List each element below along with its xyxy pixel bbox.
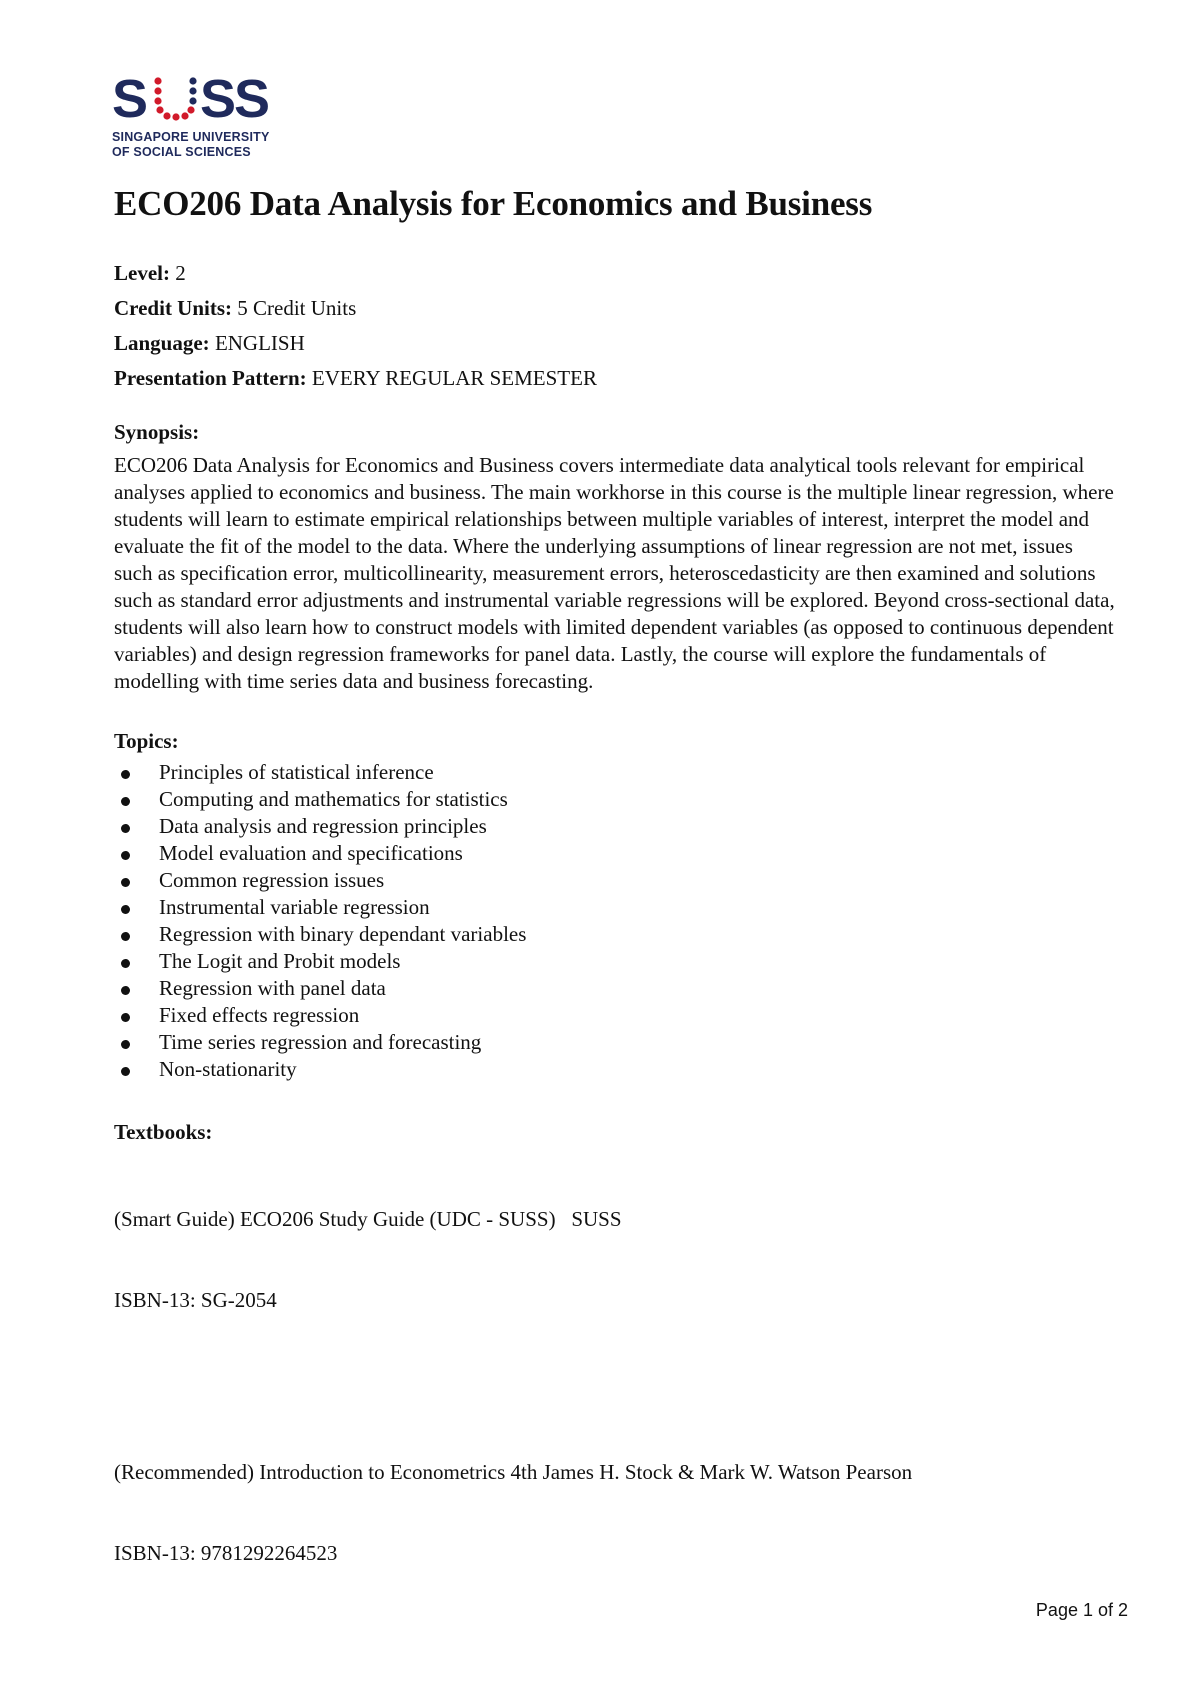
textbooks-heading: Textbooks: [114,1120,213,1144]
textbook-title: (Smart Guide) ECO206 Study Guide (UDC - SUSS) SUSS [114,1207,622,1231]
detail-label: Presentation Pattern: [114,366,307,390]
topic-item: Data analysis and regression principles [114,813,1114,840]
topic-item: Regression with panel data [114,975,1114,1002]
detail-label: Language: [114,331,210,355]
textbook-isbn: ISBN-13: 9781292264523 [114,1541,338,1565]
logo-subtitle-line1: SINGAPORE UNIVERSITY [112,130,270,144]
detail-label: Credit Units: [114,296,233,320]
document-content [114,180,1114,1621]
topics-section [114,727,1114,1083]
topic-item: Computing and mathematics for statistics [114,786,1114,813]
topic-item: Model evaluation and specifications [114,840,1114,867]
textbook-title: (Recommended) Introduction to Econometrics 4th James H. Stock & Mark W. Watson Pearson [114,1460,913,1484]
topic-item: Time series regression and forecasting [114,1029,1114,1056]
synopsis-section [114,418,1114,695]
detail-level [114,256,1114,291]
suss-wordmark [112,72,272,124]
detail-language [114,326,1114,361]
detail-presentation-pattern [114,361,1114,396]
detail-value: ENGLISH [214,331,305,355]
textbook-entry [114,1152,1114,1368]
topic-item: Regression with binary dependant variables [114,921,1114,948]
logo-subtitle-line2: OF SOCIAL SCIENCES [112,145,251,159]
detail-value: EVERY REGULAR SEMESTER [311,366,597,390]
topic-item: The Logit and Probit models [114,948,1114,975]
textbook-isbn: ISBN-13: SG-2054 [114,1288,277,1312]
svg-text:S: S [200,72,237,124]
detail-label: Level: [114,261,170,285]
textbooks-section [114,1118,1114,1621]
course-details [114,256,1114,396]
logo-subtitle [112,130,292,160]
suss-logo [112,72,292,160]
detail-value: 2 [175,261,186,285]
topic-item: Fixed effects regression [114,1002,1114,1029]
course-title: ECO206 Data Analysis for Economics and Business [114,184,873,223]
page-number: Page 1 of 2 [1035,1600,1128,1620]
topic-item: Instrumental variable regression [114,894,1114,921]
topic-item: Principles of statistical inference [114,759,1114,786]
detail-credit-units [114,291,1114,326]
svg-text:S: S [234,72,271,124]
topics-list [114,759,1114,1083]
textbook-entry [114,1405,1114,1621]
svg-text:S: S [112,72,149,124]
topic-item: Common regression issues [114,867,1114,894]
logo-dotted-u [154,77,196,120]
detail-value: 5 Credit Units [237,296,357,320]
topic-item: Non-stationarity [114,1056,1114,1083]
topics-heading: Topics: [114,729,179,753]
synopsis-heading: Synopsis: [114,420,200,444]
synopsis-text: ECO206 Data Analysis for Economics and Business covers intermediate data analytical tools relevant for empirical analyses applied to economics and business. The main workhorse in this course is the multiple linear regression, where students will learn to estimate empirical relationships between multiple variables of interest, interpret the model and evaluate the fit of the model to the data. Where the underlying assumptions of linear regression are not met, issues such as specification error, multicollinearity, measurement errors, heteroscedasticity are then examined and solutions such as standard error adjustments and instrumental variable regressions will be explored. Beyond cross-sectional data, students will also learn how to construct models with limited dependent variables (as opposed to continuous dependent variables) and design regression frameworks for panel data. Lastly, the course will explore the fundamentals of modelling with time series data and business forecasting. [114,453,1115,693]
